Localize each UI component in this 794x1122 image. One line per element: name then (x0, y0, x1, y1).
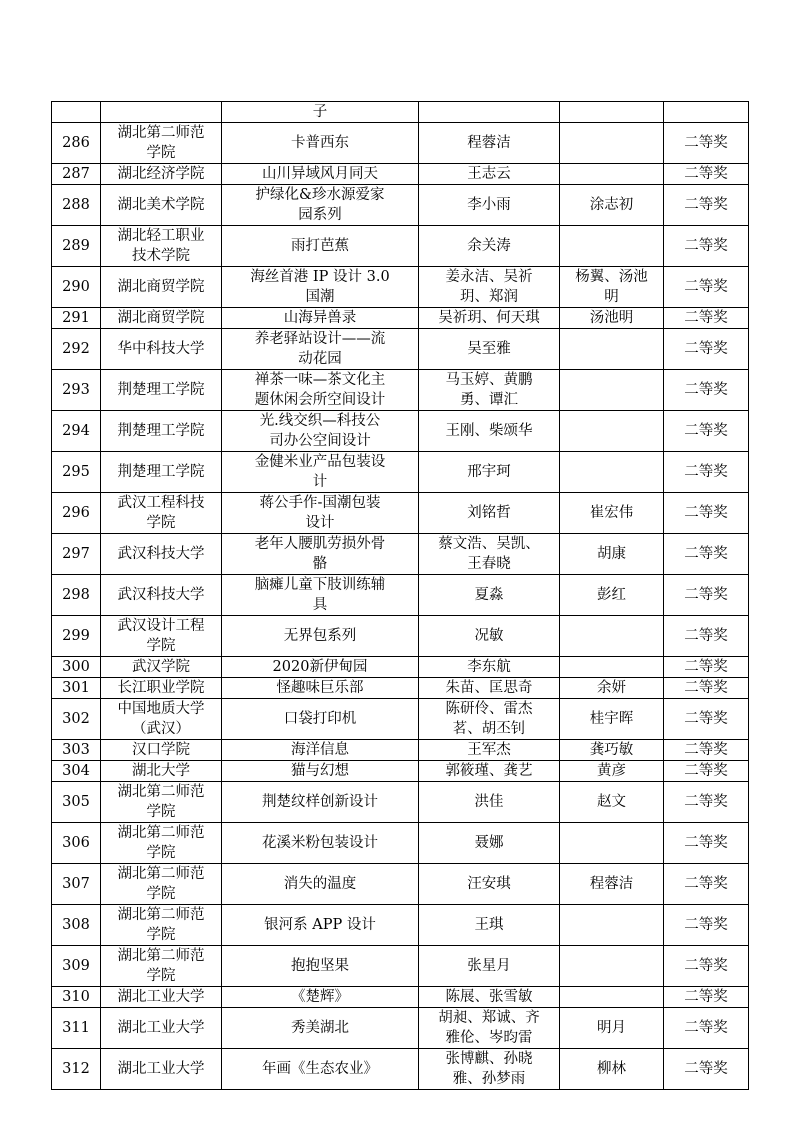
cell-teacher: 程蓉洁 (560, 864, 664, 905)
table-row (52, 616, 749, 657)
cell-author: 郭筱瑾、龚艺 (419, 761, 560, 782)
cell-number: 301 (52, 678, 101, 699)
cell-author: 胡昶、郑诚、齐 雅伦、岑昀雷 (419, 1008, 560, 1049)
cell-work: 无界包系列 (222, 616, 419, 657)
cell-work: 山川异域风月同天 (222, 164, 419, 185)
cell-award: 二等奖 (664, 905, 749, 946)
table-row (52, 164, 749, 185)
cell-author: 汪安琪 (419, 864, 560, 905)
table-row (52, 1049, 749, 1090)
table-row (52, 678, 749, 699)
table-row (52, 740, 749, 761)
cell-author: 王军杰 (419, 740, 560, 761)
cell-number: 297 (52, 534, 101, 575)
cell-author: 聂娜 (419, 823, 560, 864)
cell-work: 禅茶一味—茶文化主 题休闲会所空间设计 (222, 370, 419, 411)
cell-number: 308 (52, 905, 101, 946)
cell-number (52, 102, 101, 123)
cell-author: 陈研伶、雷杰 茗、胡丕钊 (419, 699, 560, 740)
table-row (52, 267, 749, 308)
cell-author: 邢宇珂 (419, 452, 560, 493)
cell-number: 289 (52, 226, 101, 267)
cell-school: 荆楚理工学院 (101, 370, 222, 411)
cell-teacher (560, 411, 664, 452)
cell-number: 300 (52, 657, 101, 678)
cell-work: 怪趣味巨乐部 (222, 678, 419, 699)
table-row (52, 946, 749, 987)
table-row (52, 987, 749, 1008)
cell-teacher: 涂志初 (560, 185, 664, 226)
cell-award: 二等奖 (664, 823, 749, 864)
cell-school: 武汉学院 (101, 657, 222, 678)
cell-teacher (560, 905, 664, 946)
cell-work: 老年人腰肌劳损外骨 骼 (222, 534, 419, 575)
cell-work: 山海异兽录 (222, 308, 419, 329)
cell-author: 王志云 (419, 164, 560, 185)
table-row (52, 102, 749, 123)
cell-work: 年画《生态农业》 (222, 1049, 419, 1090)
cell-award: 二等奖 (664, 123, 749, 164)
table-row (52, 905, 749, 946)
cell-teacher (560, 102, 664, 123)
table-row (52, 411, 749, 452)
cell-author: 姜永洁、吴祈 玥、郑润 (419, 267, 560, 308)
cell-author: 王琪 (419, 905, 560, 946)
cell-school: 湖北大学 (101, 761, 222, 782)
cell-school: 武汉工程科技 学院 (101, 493, 222, 534)
table-row (52, 575, 749, 616)
cell-work: 银河系 APP 设计 (222, 905, 419, 946)
cell-school: 湖北商贸学院 (101, 308, 222, 329)
cell-school: 中国地质大学 （武汉） (101, 699, 222, 740)
cell-award: 二等奖 (664, 616, 749, 657)
cell-author: 余关涛 (419, 226, 560, 267)
cell-teacher (560, 452, 664, 493)
cell-award: 二等奖 (664, 185, 749, 226)
cell-author: 张星月 (419, 946, 560, 987)
cell-work: 《楚辉》 (222, 987, 419, 1008)
cell-author: 王刚、柴颂华 (419, 411, 560, 452)
cell-author: 夏淼 (419, 575, 560, 616)
cell-work: 荆楚纹样创新设计 (222, 782, 419, 823)
cell-author: 张博麒、孙晓 雅、孙梦雨 (419, 1049, 560, 1090)
table-row (52, 370, 749, 411)
cell-award: 二等奖 (664, 699, 749, 740)
table-row (52, 226, 749, 267)
cell-school: 荆楚理工学院 (101, 411, 222, 452)
cell-work: 雨打芭蕉 (222, 226, 419, 267)
cell-award: 二等奖 (664, 493, 749, 534)
cell-number: 293 (52, 370, 101, 411)
cell-award: 二等奖 (664, 411, 749, 452)
cell-teacher (560, 657, 664, 678)
cell-work: 护绿化&珍水源爱家 园系列 (222, 185, 419, 226)
cell-number: 287 (52, 164, 101, 185)
cell-school: 湖北美术学院 (101, 185, 222, 226)
cell-school: 湖北工业大学 (101, 1008, 222, 1049)
table-row (52, 1008, 749, 1049)
table-row (52, 123, 749, 164)
cell-number: 290 (52, 267, 101, 308)
cell-author: 李东航 (419, 657, 560, 678)
cell-work: 卡普西东 (222, 123, 419, 164)
table-row (52, 761, 749, 782)
cell-school: 湖北第二师范 学院 (101, 905, 222, 946)
cell-number: 295 (52, 452, 101, 493)
cell-school: 湖北商贸学院 (101, 267, 222, 308)
cell-number: 296 (52, 493, 101, 534)
cell-number: 305 (52, 782, 101, 823)
table-row (52, 493, 749, 534)
cell-work: 子 (222, 102, 419, 123)
cell-school: 长江职业学院 (101, 678, 222, 699)
cell-number: 306 (52, 823, 101, 864)
cell-teacher (560, 370, 664, 411)
cell-number: 286 (52, 123, 101, 164)
cell-school (101, 102, 222, 123)
table-row (52, 534, 749, 575)
cell-award: 二等奖 (664, 1008, 749, 1049)
cell-school: 湖北第二师范 学院 (101, 782, 222, 823)
cell-award: 二等奖 (664, 864, 749, 905)
cell-author: 李小雨 (419, 185, 560, 226)
cell-teacher: 黄彦 (560, 761, 664, 782)
cell-award: 二等奖 (664, 370, 749, 411)
cell-teacher: 桂宇晖 (560, 699, 664, 740)
cell-school: 汉口学院 (101, 740, 222, 761)
cell-teacher: 柳林 (560, 1049, 664, 1090)
cell-number: 304 (52, 761, 101, 782)
cell-author: 吴至雅 (419, 329, 560, 370)
cell-teacher (560, 164, 664, 185)
cell-school: 湖北工业大学 (101, 1049, 222, 1090)
cell-teacher: 崔宏伟 (560, 493, 664, 534)
cell-school: 华中科技大学 (101, 329, 222, 370)
cell-award: 二等奖 (664, 946, 749, 987)
cell-author: 程蓉洁 (419, 123, 560, 164)
cell-award: 二等奖 (664, 1049, 749, 1090)
cell-work: 猫与幻想 (222, 761, 419, 782)
cell-author: 洪佳 (419, 782, 560, 823)
cell-teacher: 胡康 (560, 534, 664, 575)
cell-work: 光.线交织—科技公 司办公空间设计 (222, 411, 419, 452)
cell-award: 二等奖 (664, 308, 749, 329)
table-row (52, 452, 749, 493)
cell-award: 二等奖 (664, 534, 749, 575)
cell-work: 花溪米粉包装设计 (222, 823, 419, 864)
cell-school: 湖北轻工职业 技术学院 (101, 226, 222, 267)
cell-work: 金健米业产品包装设 计 (222, 452, 419, 493)
table-row (52, 657, 749, 678)
cell-number: 303 (52, 740, 101, 761)
cell-work: 蒋公手作-国潮包装 设计 (222, 493, 419, 534)
award-table-body (52, 102, 749, 1090)
cell-number: 294 (52, 411, 101, 452)
cell-teacher (560, 987, 664, 1008)
cell-work: 养老驿站设计——流 动花园 (222, 329, 419, 370)
cell-teacher: 赵文 (560, 782, 664, 823)
cell-teacher (560, 616, 664, 657)
cell-award: 二等奖 (664, 657, 749, 678)
cell-author: 蔡文浩、吴凯、 王春晓 (419, 534, 560, 575)
cell-school: 湖北经济学院 (101, 164, 222, 185)
cell-school: 湖北工业大学 (101, 987, 222, 1008)
cell-school: 武汉科技大学 (101, 575, 222, 616)
table-row (52, 782, 749, 823)
cell-award: 二等奖 (664, 987, 749, 1008)
cell-author: 朱苗、匡思奇 (419, 678, 560, 699)
cell-school: 武汉科技大学 (101, 534, 222, 575)
table-row (52, 308, 749, 329)
cell-author: 马玉婷、黄鹏 勇、谭汇 (419, 370, 560, 411)
cell-number: 288 (52, 185, 101, 226)
cell-award (664, 102, 749, 123)
cell-author (419, 102, 560, 123)
cell-work: 秀美湖北 (222, 1008, 419, 1049)
cell-number: 291 (52, 308, 101, 329)
cell-teacher (560, 329, 664, 370)
cell-work: 消失的温度 (222, 864, 419, 905)
cell-award: 二等奖 (664, 782, 749, 823)
cell-work: 脑瘫儿童下肢训练辅 具 (222, 575, 419, 616)
cell-award: 二等奖 (664, 329, 749, 370)
cell-award: 二等奖 (664, 452, 749, 493)
cell-teacher (560, 226, 664, 267)
table-row (52, 185, 749, 226)
cell-work: 海丝首港 IP 设计 3.0 国潮 (222, 267, 419, 308)
cell-school: 湖北第二师范 学院 (101, 864, 222, 905)
table-row (52, 823, 749, 864)
cell-teacher: 彭红 (560, 575, 664, 616)
cell-teacher: 明月 (560, 1008, 664, 1049)
cell-number: 310 (52, 987, 101, 1008)
cell-number: 311 (52, 1008, 101, 1049)
cell-school: 武汉设计工程 学院 (101, 616, 222, 657)
cell-number: 299 (52, 616, 101, 657)
table-row (52, 699, 749, 740)
cell-author: 刘铭哲 (419, 493, 560, 534)
cell-author: 吴祈玥、何天琪 (419, 308, 560, 329)
cell-school: 湖北第二师范 学院 (101, 823, 222, 864)
table-row (52, 864, 749, 905)
cell-work: 2020新伊甸园 (222, 657, 419, 678)
cell-award: 二等奖 (664, 678, 749, 699)
cell-teacher (560, 946, 664, 987)
cell-number: 298 (52, 575, 101, 616)
award-table (51, 101, 749, 1090)
cell-school: 湖北第二师范 学院 (101, 946, 222, 987)
cell-number: 302 (52, 699, 101, 740)
cell-work: 口袋打印机 (222, 699, 419, 740)
cell-number: 309 (52, 946, 101, 987)
cell-award: 二等奖 (664, 740, 749, 761)
cell-teacher: 余妍 (560, 678, 664, 699)
cell-award: 二等奖 (664, 575, 749, 616)
cell-number: 307 (52, 864, 101, 905)
cell-teacher: 杨翼、汤池 明 (560, 267, 664, 308)
cell-award: 二等奖 (664, 761, 749, 782)
cell-number: 312 (52, 1049, 101, 1090)
cell-award: 二等奖 (664, 164, 749, 185)
cell-number: 292 (52, 329, 101, 370)
cell-work: 抱抱坚果 (222, 946, 419, 987)
cell-author: 陈展、张雪敏 (419, 987, 560, 1008)
cell-teacher: 龚巧敏 (560, 740, 664, 761)
cell-award: 二等奖 (664, 226, 749, 267)
cell-teacher (560, 123, 664, 164)
cell-teacher (560, 823, 664, 864)
cell-school: 荆楚理工学院 (101, 452, 222, 493)
cell-work: 海洋信息 (222, 740, 419, 761)
table-row (52, 329, 749, 370)
cell-award: 二等奖 (664, 267, 749, 308)
cell-author: 况敏 (419, 616, 560, 657)
cell-teacher: 汤池明 (560, 308, 664, 329)
cell-school: 湖北第二师范 学院 (101, 123, 222, 164)
